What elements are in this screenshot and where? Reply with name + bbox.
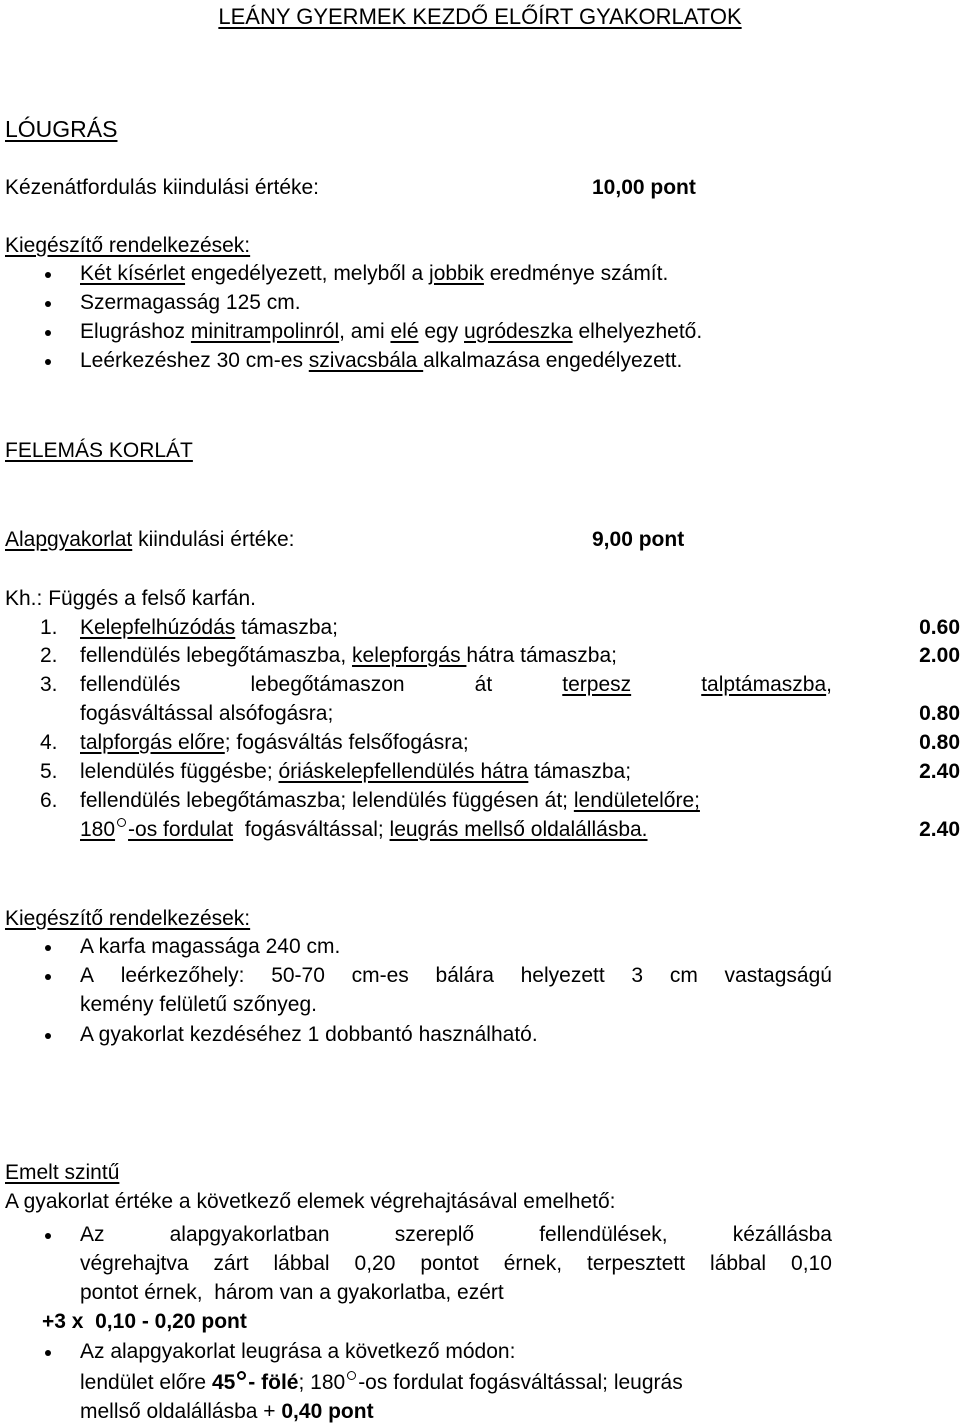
item-6-b: lendületelőre;	[573, 789, 700, 812]
felemas-item-6	[0, 788, 960, 814]
note-3-e: egy	[418, 320, 465, 343]
bullet-icon	[45, 272, 51, 278]
b2-b: 45	[211, 1371, 236, 1394]
felemas-note-3: A gyakorlat kezdéséhez 1 dobbantó használható.	[80, 1023, 538, 1046]
item-2-text	[80, 643, 617, 668]
felemas-value: 9,00 pont	[592, 528, 685, 551]
item-3-word-group	[701, 672, 832, 697]
item-2-c: hátra támaszba;	[466, 644, 618, 667]
lougras-value: 10,00 pont	[592, 176, 696, 199]
felemas-item-3-cont	[0, 701, 960, 727]
note-1-a: Két kísérlet	[80, 262, 186, 285]
item-2-value: 2.00	[919, 644, 960, 667]
lougras-notes-heading	[5, 233, 250, 258]
emelt-word: alapgyakorlatban	[169, 1223, 330, 1246]
item-3-value: 0.80	[919, 702, 960, 725]
felemas-kh: Kh.: Függés a felső karfán.	[5, 587, 256, 610]
note-4-c: alkalmazása engedélyezett.	[423, 349, 683, 372]
bullet-icon	[45, 330, 51, 336]
note-word: helyezett	[520, 964, 605, 987]
item-2-num: 2.	[40, 644, 58, 667]
item-1-text	[80, 615, 338, 640]
degree-icon	[347, 1371, 356, 1380]
item-3-word: talptámaszba	[701, 673, 827, 696]
lougras-note-3	[80, 319, 702, 344]
note-word: bálára	[435, 964, 494, 987]
note-3-a: Elugráshoz	[80, 320, 191, 343]
felemas-note-2-line-1	[80, 963, 832, 988]
felemas-item-3	[0, 672, 960, 698]
item-6-line-2	[80, 817, 648, 842]
item-3-line-2: fogásváltással alsófogásra;	[80, 702, 334, 725]
emelt-intro: A gyakorlat értéke a következő elemek végrehajtásával emelhető:	[5, 1190, 616, 1213]
b2-d: ; 180	[298, 1371, 346, 1394]
section-heading-felemas-text: FELEMÁS KORLÁT	[5, 439, 193, 462]
emelt-bonus-1: +3 x 0,10 - 0,20 pont	[42, 1310, 247, 1333]
item-1-num: 1.	[40, 616, 58, 639]
emelt-bullet-1-line-3: pontot érnek, három van a gyakorlatba, ezért	[80, 1281, 504, 1304]
note-3-b: minitrampolinról	[190, 320, 340, 343]
bullet-icon	[45, 974, 51, 980]
emelt-word: pontot	[420, 1252, 479, 1275]
note-word: leérkezőhely:	[120, 964, 245, 987]
document-title-text: LEÁNY GYERMEK KEZDŐ ELŐÍRT GYAKORLATOK	[218, 4, 742, 29]
emelt-bullet-1-line-2	[80, 1251, 832, 1276]
item-4-text	[80, 730, 469, 755]
emelt-word: szereplő	[394, 1223, 475, 1246]
item-6-d: -os fordulat	[128, 818, 234, 841]
note-1-b: engedélyezett, melyből a	[185, 262, 430, 285]
section-heading-lougras	[5, 116, 117, 144]
felemas-item-6-cont	[0, 817, 960, 843]
felemas-value-label-b: kiindulási értéke:	[132, 528, 295, 551]
emelt-word: terpesztett	[587, 1252, 686, 1275]
item-4-num: 4.	[40, 731, 58, 754]
emelt-bullet-2: Az alapgyakorlat leugrása a következő módon:	[80, 1340, 516, 1363]
item-5-a: lelendülés függésbe;	[80, 760, 279, 783]
note-4-b: szivacsbála	[308, 349, 424, 372]
felemas-value-label-a: Alapgyakorlat	[5, 528, 133, 551]
emelt-word: Az	[80, 1223, 105, 1246]
felemas-item-2	[0, 643, 960, 669]
b2-line3-a: mellső oldalállásba +	[80, 1400, 282, 1423]
note-word: 50-70	[271, 964, 325, 987]
note-word: vastagságú	[724, 964, 832, 987]
felemas-value-label	[5, 527, 295, 552]
lougras-note-2: Szermagasság 125 cm.	[80, 291, 301, 314]
emelt-word: lábbal	[710, 1252, 767, 1275]
emelt-bullet-2-line-2	[80, 1370, 683, 1395]
felemas-note-1: A karfa magassága 240 cm.	[80, 935, 341, 958]
emelt-word: végrehajtva	[80, 1252, 189, 1275]
felemas-item-1	[0, 615, 960, 641]
degree-icon	[117, 818, 126, 827]
b2-a: lendület előre	[80, 1371, 212, 1394]
b2-line3-b: 0,40 pont	[281, 1400, 374, 1423]
emelt-word: kézállásba	[732, 1223, 832, 1246]
section-heading-felemas	[5, 438, 193, 463]
b2-c: - fölé	[248, 1371, 299, 1394]
item-3-word: át	[474, 673, 493, 696]
item-2-b: kelepforgás	[352, 644, 467, 667]
emelt-heading	[5, 1160, 119, 1185]
emelt-bullet-2-line-3	[80, 1399, 374, 1424]
note-3-g: elhelyezhető.	[572, 320, 703, 343]
felemas-item-5	[0, 759, 960, 785]
item-5-c: támaszba;	[528, 760, 632, 783]
lougras-notes-heading-text: Kiegészítő rendelkezések:	[5, 234, 251, 257]
item-3-word: terpesz	[562, 673, 632, 696]
bullet-icon	[45, 359, 51, 365]
item-6-fordulat	[80, 818, 233, 841]
note-1-c: jobbik	[429, 262, 484, 285]
item-3-word: lebegőtámaszon	[250, 673, 405, 696]
note-3-f: ugródeszka	[464, 320, 573, 343]
felemas-note-2-line-2: kemény felületű szőnyeg.	[80, 993, 317, 1016]
note-word: 3	[631, 964, 644, 987]
degree-icon	[237, 1371, 246, 1380]
emelt-bullet-1-line-1	[80, 1222, 832, 1247]
emelt-word: fellendülések,	[539, 1223, 668, 1246]
item-2-a: fellendülés lebegőtámaszba,	[80, 644, 353, 667]
item-6-e: fogásváltással;	[233, 818, 390, 841]
emelt-word: zárt	[213, 1252, 249, 1275]
note-word: cm	[669, 964, 698, 987]
bullet-icon	[45, 1350, 51, 1356]
item-6-value: 2.40	[919, 818, 960, 841]
item-3-word: fellendülés	[80, 673, 181, 696]
bullet-icon	[45, 1233, 51, 1239]
document-title	[0, 4, 960, 30]
item-3-comma: ,	[826, 673, 832, 696]
felemas-notes-heading-text: Kiegészítő rendelkezések:	[5, 907, 251, 930]
emelt-heading-text: Emelt szintű	[5, 1161, 120, 1184]
item-3-num: 3.	[40, 673, 58, 696]
item-6-text	[80, 788, 700, 813]
item-6-a: fellendülés lebegőtámaszba; lelendülés függésen át;	[80, 789, 574, 812]
item-6-c: 180	[80, 818, 116, 841]
note-word: A	[80, 964, 95, 987]
lougras-value-label: Kézenátfordulás kiindulási értéke:	[5, 176, 320, 199]
item-1-b: támaszba;	[235, 616, 339, 639]
section-heading-lougras-text: LÓUGRÁS	[5, 116, 118, 142]
item-5-text	[80, 759, 631, 784]
felemas-item-4	[0, 730, 960, 756]
note-word: cm-es	[351, 964, 409, 987]
emelt-word: 0,10	[791, 1252, 832, 1275]
item-4-a: talpforgás előre	[80, 731, 225, 754]
item-1-value: 0.60	[919, 616, 960, 639]
item-4-b: ; fogásváltás felsőfogásra;	[224, 731, 469, 754]
note-3-d: elé	[390, 320, 419, 343]
note-3-c: , ami	[339, 320, 391, 343]
emelt-word: lábbal	[273, 1252, 330, 1275]
emelt-word: 0,20	[354, 1252, 396, 1275]
item-1-a: Kelepfelhúzódás	[80, 616, 236, 639]
bullet-icon	[45, 945, 51, 951]
bullet-icon	[45, 301, 51, 307]
item-3-line-1	[80, 672, 832, 697]
lougras-note-4	[80, 348, 682, 373]
item-5-b: óriáskelepfellendülés hátra	[278, 760, 529, 783]
b2-e: -os fordulat fogásváltással; leugrás	[358, 1371, 683, 1394]
felemas-notes-heading	[5, 906, 250, 931]
note-4-a: Leérkezéshez 30 cm-es	[80, 349, 309, 372]
emelt-word: érnek,	[503, 1252, 563, 1275]
note-1-d: eredménye számít.	[483, 262, 669, 285]
item-5-num: 5.	[40, 760, 58, 783]
item-6-f: leugrás mellső oldalállásba.	[389, 818, 648, 841]
item-5-value: 2.40	[919, 760, 960, 783]
item-6-num: 6.	[40, 789, 58, 812]
lougras-note-1	[80, 261, 668, 286]
item-4-value: 0.80	[919, 731, 960, 754]
bullet-icon	[45, 1033, 51, 1039]
